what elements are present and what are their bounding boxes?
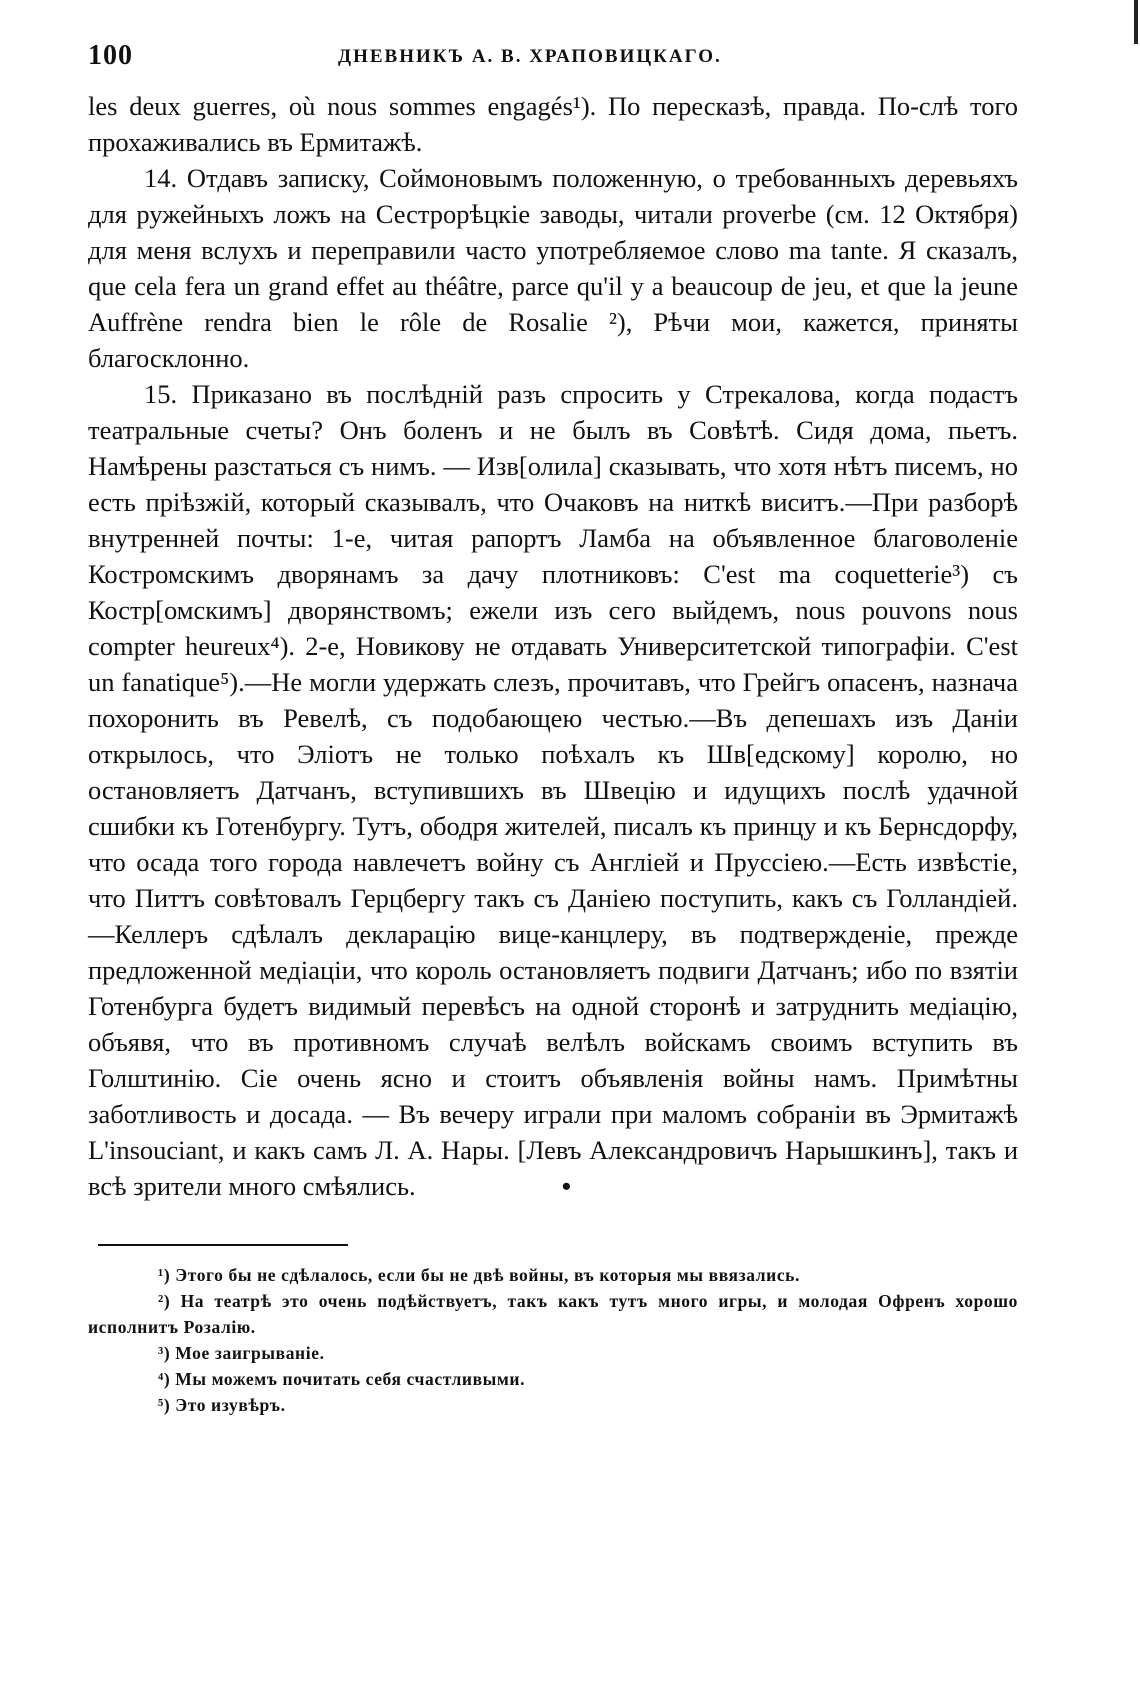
book-page (88, 40, 1018, 1660)
footnotes (88, 1262, 1018, 1418)
footnote-5 (88, 1392, 1018, 1418)
footnote-separator (98, 1244, 348, 1246)
paragraph-entry-15-text: 15. Приказано въ послѣдній разъ спросить у Стрекалова, когда подастъ театральные счеты? Онъ боленъ и не былъ въ Совѣтѣ. Сидя дома, пьетъ. Намѣрены разстаться съ нимъ. — Изв[олила] сказывать, что хотя нѣтъ писемъ, но есть пріѣзжій, который сказывалъ, что Очаковъ на ниткѣ виситъ.—При разборѣ внутренней почты: 1-е, читая рапортъ Ламба на объявленное благоволеніе Костромскимъ дворянамъ за дачу плотниковъ: C'est ma coquetterie³) съ Костр[омскимъ] дворянствомъ; ежели изъ сего выйдемъ, nous pouvons nous compter heureux⁴). 2-е, Новикову не отдавать Университетской типографіи. C'est un fanatique⁵).—Не могли удержать слезъ, прочитавъ, что Грейгъ опасенъ, назнача похоронить въ Ревелѣ, съ подобающею честью.—Въ депешахъ изъ Даніи открылось, что Эліотъ не только поѣхалъ къ Шв[едскому] королю, но остановляетъ Датчанъ, вступившихъ въ Швецію и идущихъ послѣ удачной сшибки къ Готенбургу. Тутъ, ободря жителей, писалъ къ принцу и къ Бернсдорфу, что осада того города навлечетъ войну съ Англіей и Пруссіею.—Есть извѣстіе, что Питтъ совѣтовалъ Герцбергу такъ съ Даніею поступить, какъ съ Голландіей.—Келлеръ сдѣлалъ декларацію вице-канцлеру, въ подтвержденіе, прежде предложенной медіаціи, что король остановляетъ подвиги Датчанъ; ибо по взятіи Готенбурга будетъ видимый перевѣсъ на одной сторонѣ и затруднить медіацію, объявя, что въ противномъ случаѣ велѣлъ войскамъ своимъ вступить въ Голштинію. Сіе очень ясно и стоитъ объявленія войны намъ. Примѣтны заботливость и досада. — Въ вечеру играли при маломъ собраніи въ Эрмитажѣ L'insouciant, и какъ самъ Л. А. Нары. [Левъ Александровичъ Нарышкинъ], такъ и всѣ зрители много смѣялись. (88, 379, 1018, 1201)
page-number: 100 (88, 40, 133, 71)
scan-edge-mark (1134, 0, 1138, 44)
footnote-text: На театрѣ это очень подѣйствуетъ, такъ какъ тутъ много игры, и молодая Офренъ хорошо исполнитъ Розалію. (88, 1291, 1018, 1337)
footnote-2 (88, 1288, 1018, 1340)
running-title: ДНЕВНИКЪ А. В. ХРАПОВИЦКАГО. (338, 46, 722, 67)
footnote-text: Это изувѣръ. (175, 1395, 286, 1415)
footnote-text: Мое заигрываніе. (175, 1343, 325, 1363)
main-text (88, 88, 1018, 1204)
end-mark: • (561, 1171, 571, 1201)
footnote-text: Мы можемъ почитать себя счастливыми. (175, 1369, 526, 1389)
footnote-3 (88, 1340, 1018, 1366)
footnote-mark: ¹) (158, 1265, 171, 1285)
paragraph-continuation: les deux guerres, où nous sommes engagés¹). По пересказѣ, правда. По-слѣ того прохаживались въ Ермитажѣ. (88, 91, 1018, 157)
footnote-mark: ²) (158, 1291, 171, 1311)
footnote-mark: ⁴) (158, 1369, 171, 1389)
page-header (88, 40, 1018, 80)
footnote-4 (88, 1366, 1018, 1392)
footnote-1 (88, 1262, 1018, 1288)
paragraph-entry-15 (88, 376, 1018, 1204)
footnote-text: Этого бы не сдѣлалось, если бы не двѣ войны, въ которыя мы ввязались. (175, 1265, 801, 1285)
paragraph-entry-14: 14. Отдавъ записку, Соймоновымъ положенную, о требованныхъ деревьяхъ для ружейныхъ ложъ на Сестрорѣцкіе заводы, читали proverbe (см. 12 Октября) для меня вслухъ и переправили часто употребляемое слово ma tante. Я сказалъ, que cela fera un grand effet au théâtre, parce qu'il y a beaucoup de jeu, et que la jeune Auffrène rendra bien le rôle de Rosalie ²), Рѣчи мои, кажется, приняты благосклонно. (88, 163, 1018, 373)
footnote-mark: ⁵) (158, 1395, 171, 1415)
footnote-mark: ³) (158, 1343, 171, 1363)
